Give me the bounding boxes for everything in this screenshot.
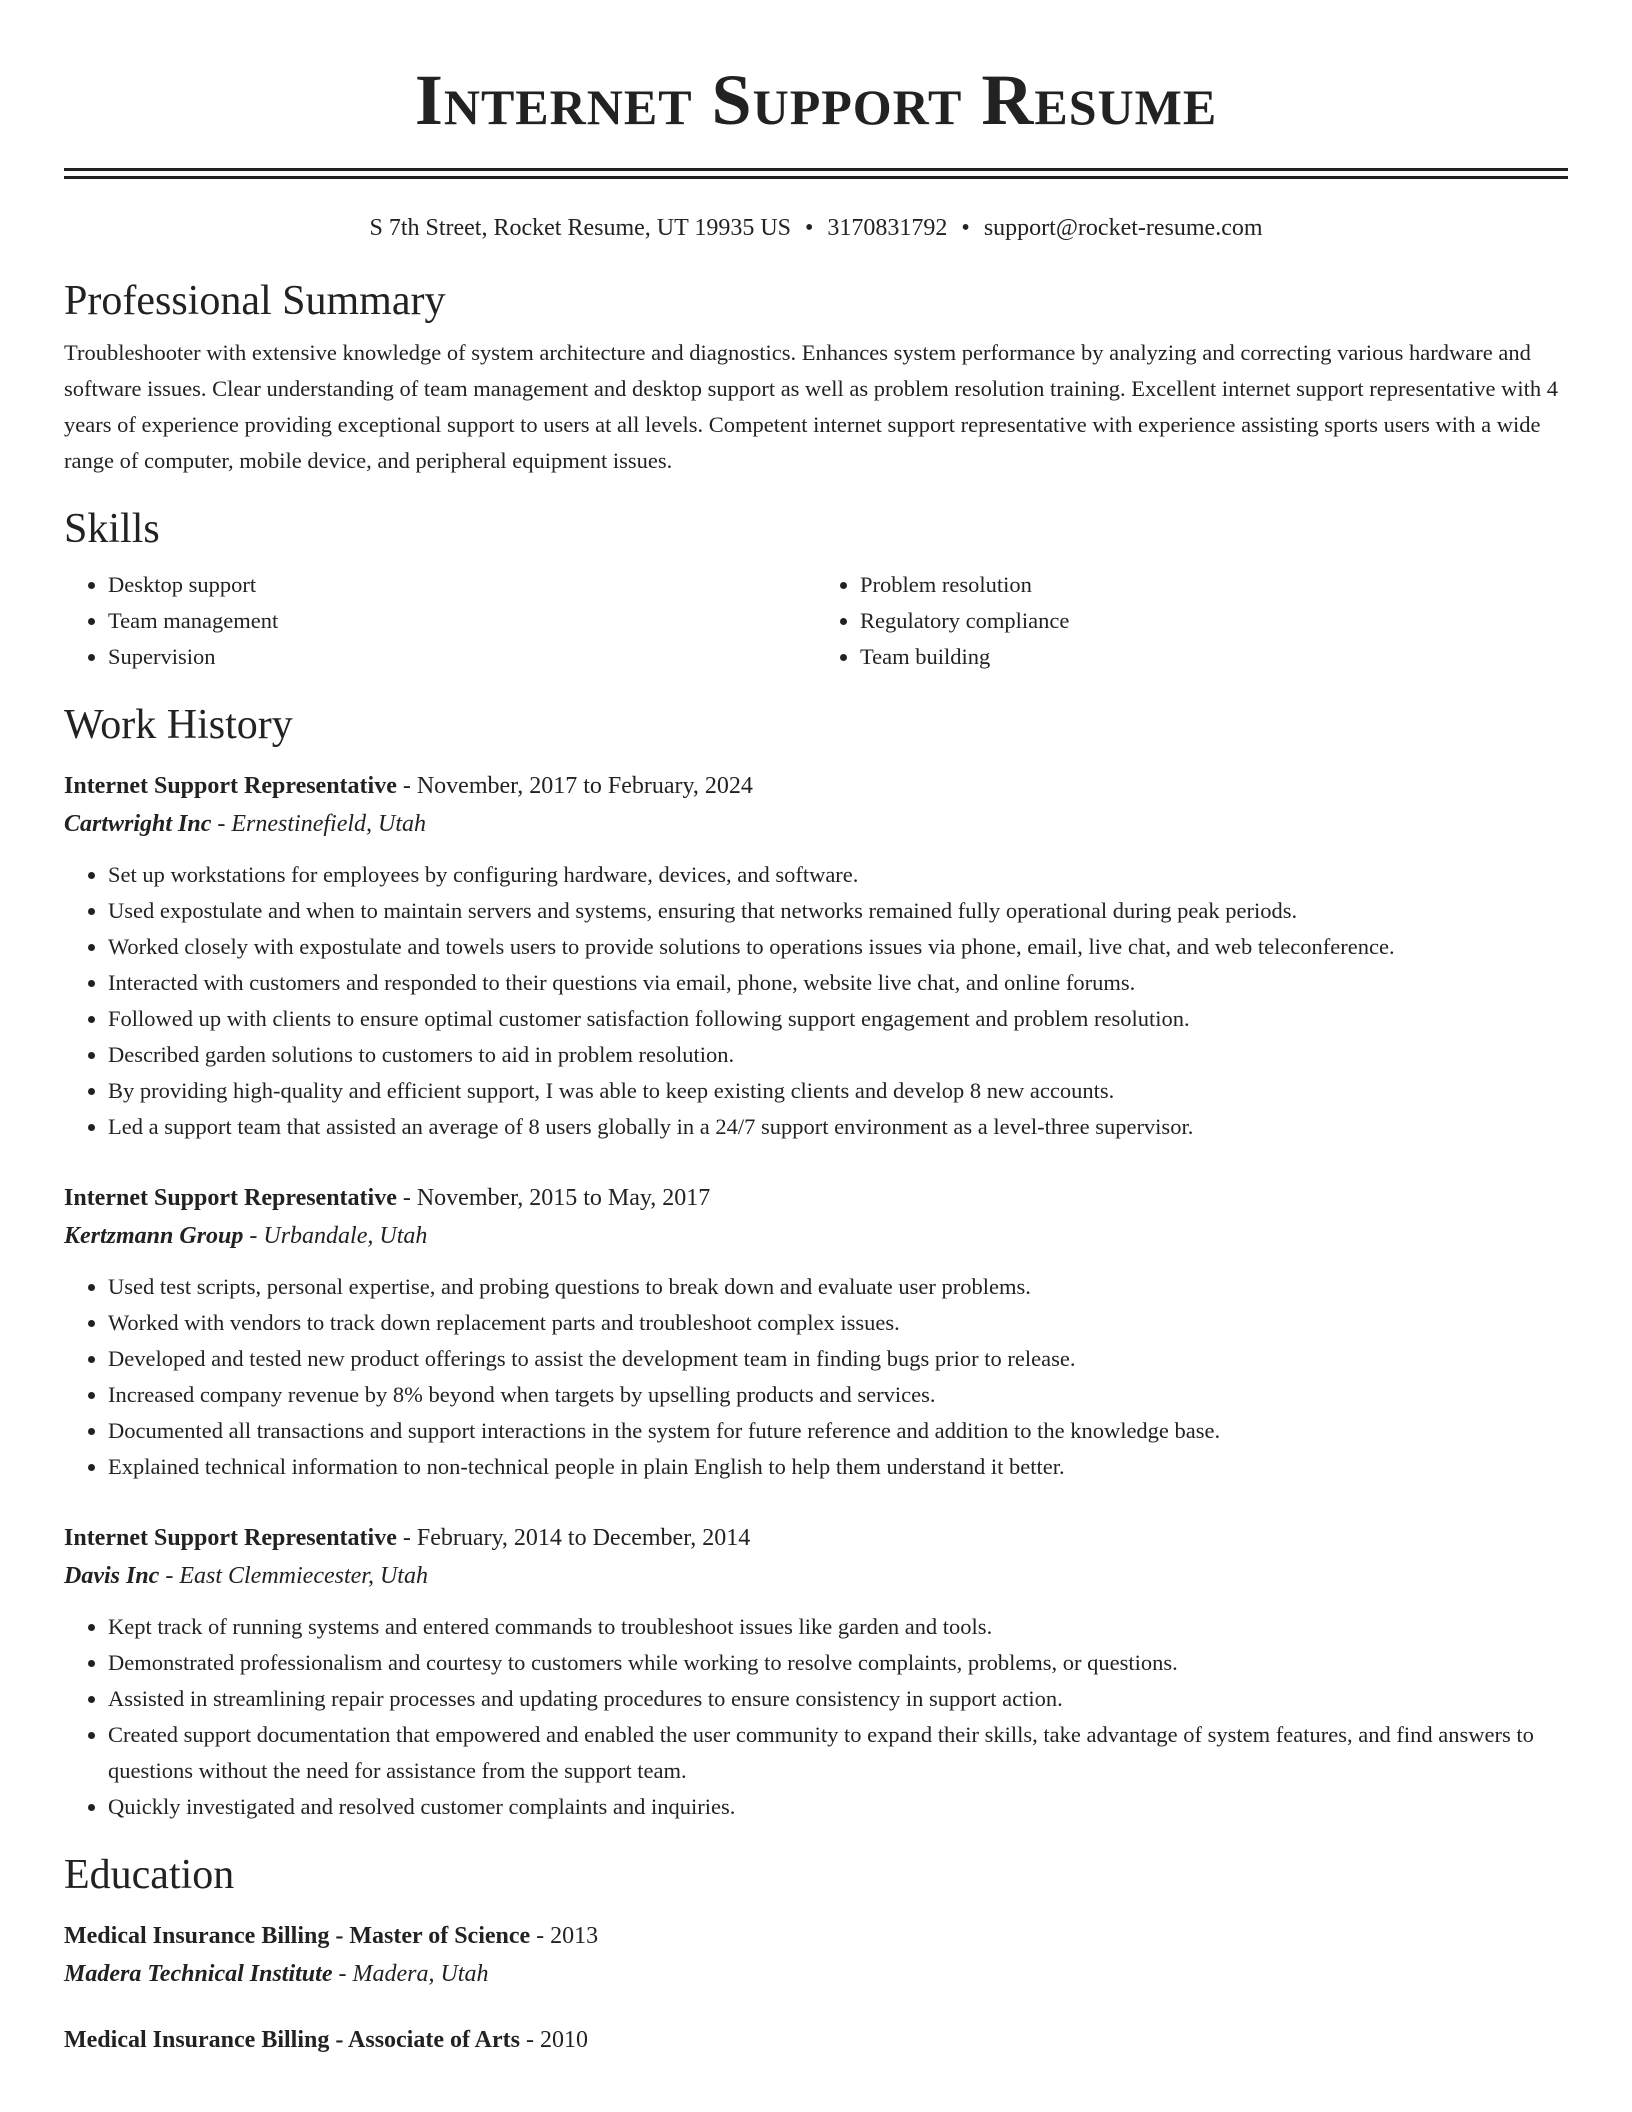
job-dates: - November, 2015 to May, 2017	[396, 1185, 711, 1211]
company-location: - East Clemmiecester, Utah	[159, 1563, 428, 1589]
job-bullet: • Described garden solutions to customers to aid in problem resolution.	[108, 1037, 1568, 1073]
job-bullet: • Set up workstations for employees by configuring hardware, devices, and software.	[108, 857, 1568, 893]
skills-heading: Skills	[64, 506, 160, 552]
summary-text: Troubleshooter with extensive knowledge of system architecture and diagnostics. Enhances system performance by analyzing and correcting various hardware and software issues. Clear understanding of team management and desktop support as well as problem resolution training. Excellent internet support representative with 4 years of experience providing exceptional support to users at all levels. Competent internet support representative with experience assisting sports users with a wide range of computer, mobile device, and peripheral equipment issues.	[64, 340, 1558, 473]
job-bullets	[64, 857, 1568, 1145]
education-entry	[64, 1917, 1568, 1993]
job-bullets	[64, 1269, 1568, 1485]
job-dates: - November, 2017 to February, 2024	[396, 773, 753, 799]
title-divider	[64, 168, 1568, 179]
separator-dot: •	[961, 215, 970, 241]
job-dates: - February, 2014 to December, 2014	[396, 1525, 751, 1551]
education-entry	[64, 2021, 1568, 2059]
job-bullet: • Used test scripts, personal expertise, and probing questions to break down and evaluate user problems.	[108, 1269, 1568, 1305]
job-bullets	[64, 1609, 1568, 1825]
company-name: Davis Inc	[64, 1563, 160, 1589]
job-title-line	[64, 1179, 1568, 1217]
job-bullet: • Increased company revenue by 8% beyond when targets by upselling products and services.	[108, 1377, 1568, 1413]
skills-columns	[64, 567, 1568, 675]
job-bullet: • Quickly investigated and resolved customer complaints and inquiries.	[108, 1789, 1568, 1825]
work-history-section	[64, 701, 1568, 1825]
work-history-heading: Work History	[64, 702, 293, 748]
summary-section	[64, 277, 1568, 479]
skill-item: • Team management	[108, 603, 816, 639]
job-entry	[64, 767, 1568, 1145]
contact-line	[64, 213, 1568, 243]
degree-name: Medical Insurance Billing - Master of Science	[64, 1923, 531, 1949]
job-bullet: • Created support documentation that empowered and enabled the user community to expand their skills, take advantage of system features, and find answers to questions without the need for assistance from the support team.	[108, 1717, 1568, 1789]
contact-phone[interactable]: 3170831792	[827, 215, 948, 241]
skill-item: • Team building	[860, 639, 1568, 675]
skill-item: • Supervision	[108, 639, 816, 675]
job-entry	[64, 1519, 1568, 1825]
job-bullet: • Explained technical information to non-technical people in plain English to help them understand it better.	[108, 1449, 1568, 1485]
company-line	[64, 1217, 1568, 1255]
skill-item: • Regulatory compliance	[860, 603, 1568, 639]
school-line	[64, 1955, 1568, 1993]
page-title: Internet Support Resume	[414, 60, 1218, 140]
education-heading: Education	[64, 1852, 235, 1898]
skills-section	[64, 505, 1568, 675]
job-bullet: • Demonstrated professionalism and courtesy to customers while working to resolve complaints, problems, or questions.	[108, 1645, 1568, 1681]
job-bullet: • Worked with vendors to track down replacement parts and troubleshoot complex issues.	[108, 1305, 1568, 1341]
skill-item: • Problem resolution	[860, 567, 1568, 603]
job-title: Internet Support Representative	[64, 1185, 397, 1211]
job-bullet: • Led a support team that assisted an average of 8 users globally in a 24/7 support environment as a level-three supervisor.	[108, 1109, 1568, 1145]
skill-item: • Desktop support	[108, 567, 816, 603]
job-bullet: • By providing high-quality and efficient support, I was able to keep existing clients and develop 8 new accounts.	[108, 1073, 1568, 1109]
job-title-line	[64, 767, 1568, 805]
job-bullet: • Followed up with clients to ensure optimal customer satisfaction following support engagement and problem resolution.	[108, 1001, 1568, 1037]
company-location: - Ernestinefield, Utah	[211, 811, 427, 837]
job-bullet: • Developed and tested new product offerings to assist the development team in finding bugs prior to release.	[108, 1341, 1568, 1377]
summary-heading: Professional Summary	[64, 278, 446, 324]
job-bullet: • Worked closely with expostulate and towels users to provide solutions to operations issues via phone, email, live chat, and web teleconference.	[108, 929, 1568, 965]
company-line	[64, 1557, 1568, 1595]
job-title-line	[64, 1519, 1568, 1557]
school-location: - Madera, Utah	[332, 1961, 489, 1987]
job-bullet: • Documented all transactions and support interactions in the system for future reference and addition to the knowledge base.	[108, 1413, 1568, 1449]
degree-name: Medical Insurance Billing - Associate of Arts	[64, 2027, 520, 2053]
company-line	[64, 805, 1568, 843]
job-bullet: • Kept track of running systems and entered commands to troubleshoot issues like garden and tools.	[108, 1609, 1568, 1645]
company-location: - Urbandale, Utah	[243, 1223, 428, 1249]
job-title: Internet Support Representative	[64, 773, 397, 799]
separator-dot: •	[805, 215, 814, 241]
degree-year: - 2013	[530, 1923, 599, 1949]
degree-line	[64, 1917, 1568, 1955]
job-bullet: • Assisted in streamlining repair processes and updating procedures to ensure consistency in support action.	[108, 1681, 1568, 1717]
contact-email[interactable]: support@rocket-resume.com	[983, 215, 1263, 241]
job-bullet: • Used expostulate and when to maintain servers and systems, ensuring that networks remained fully operational during peak periods.	[108, 893, 1568, 929]
contact-address: S 7th Street, Rocket Resume, UT 19935 US	[369, 215, 792, 241]
job-title: Internet Support Representative	[64, 1525, 397, 1551]
degree-year: - 2010	[519, 2027, 588, 2053]
skills-right-list	[816, 567, 1568, 675]
job-entry	[64, 1179, 1568, 1485]
skills-left-list	[64, 567, 816, 675]
job-bullet: • Interacted with customers and responded to their questions via email, phone, website live chat, and online forums.	[108, 965, 1568, 1001]
company-name: Cartwright Inc	[64, 811, 212, 837]
education-section	[64, 1851, 1568, 2059]
company-name: Kertzmann Group	[64, 1223, 244, 1249]
degree-line	[64, 2021, 1568, 2059]
school-name: Madera Technical Institute	[64, 1961, 333, 1987]
